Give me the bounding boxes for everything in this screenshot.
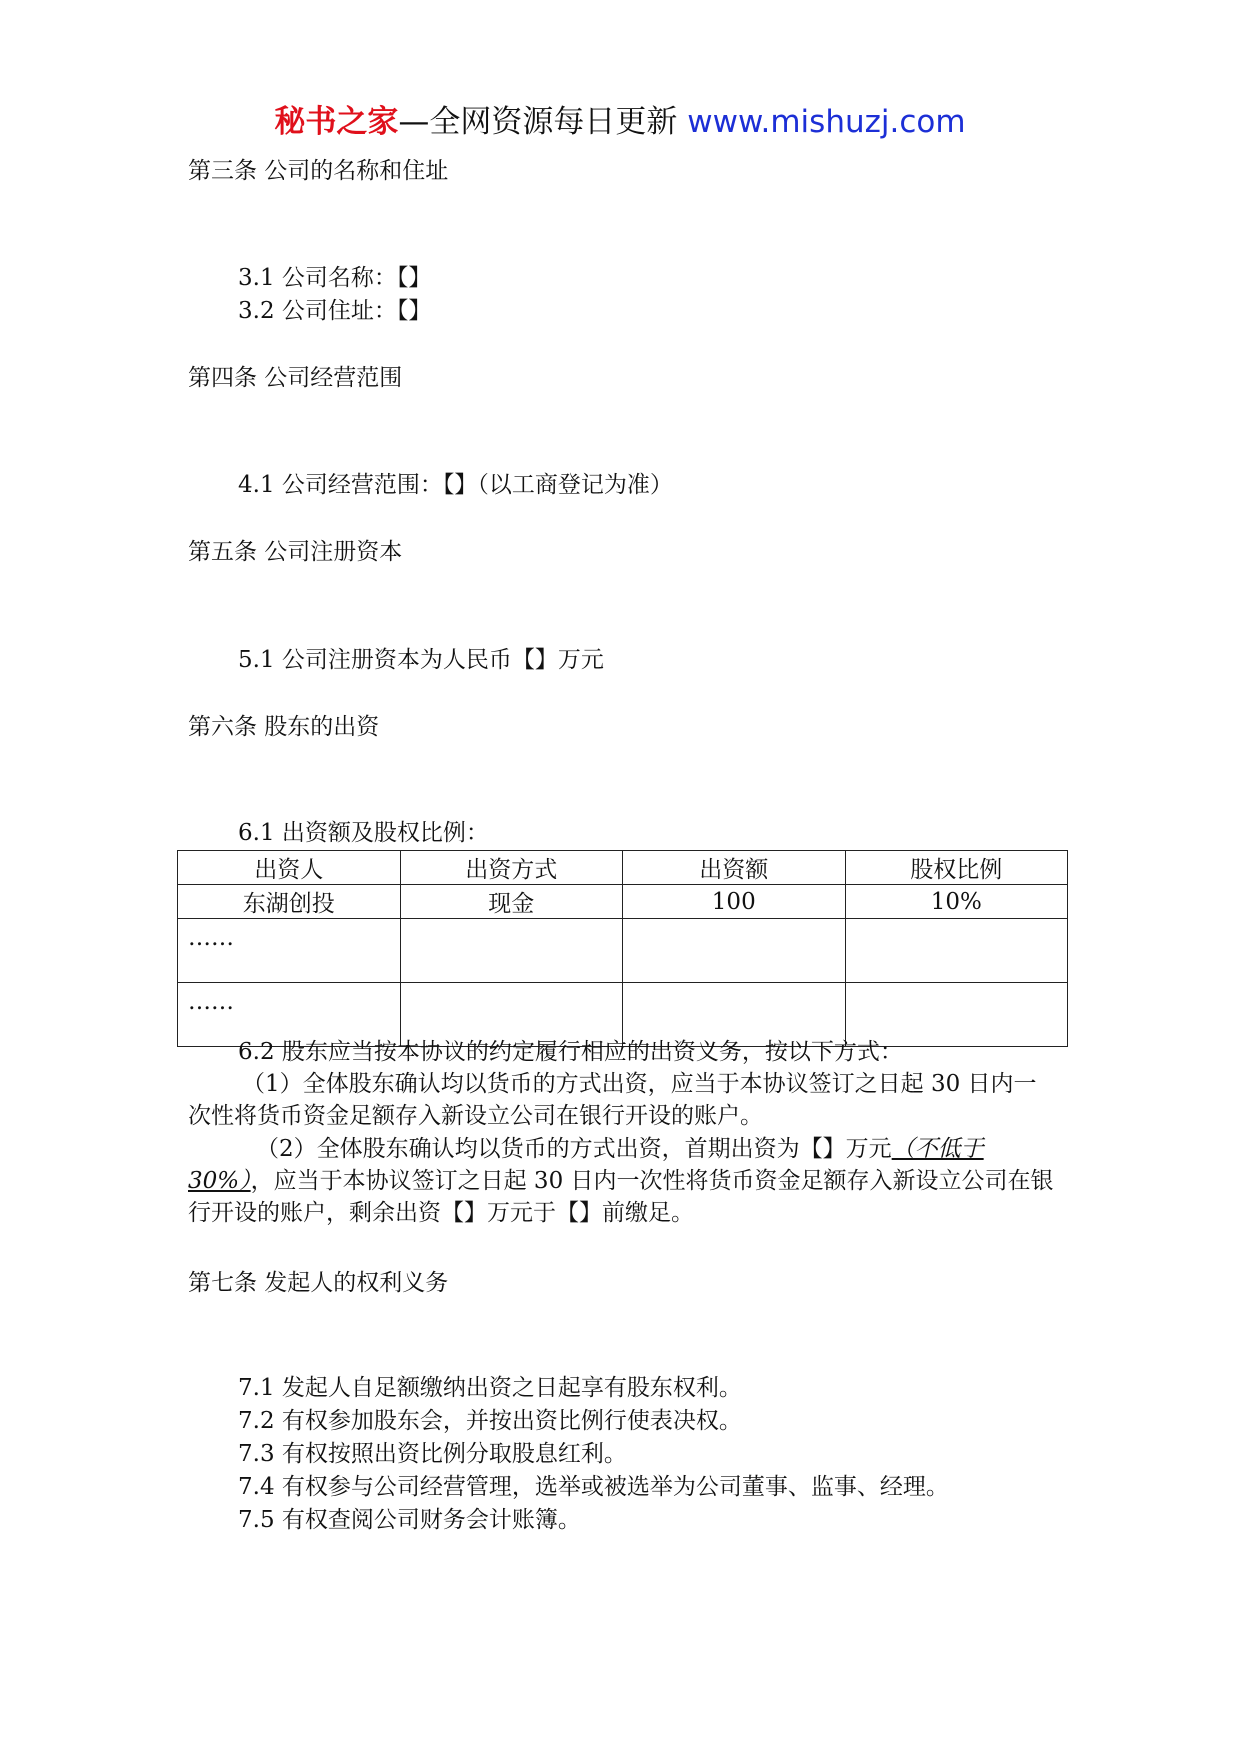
banner-slogan: —全网资源每日更新 (398, 104, 678, 140)
table-row (178, 919, 1068, 983)
article-5-title: 第五条 公司注册资本 (188, 539, 403, 565)
option-1-text: （1）全体股东确认均以货币的方式出资，应当于本协议签订之日起 30 日内一次性将货币资金足额存入新设立公司在银行开设的账户。 (188, 1071, 1037, 1129)
table-cell (845, 919, 1068, 983)
banner-url: www.mishuzj.com (687, 104, 966, 140)
table-header-cell: 股权比例 (845, 851, 1068, 885)
article-7-item-1: 7.1 发起人自足额缴纳出资之日起享有股东权利。 (238, 1375, 742, 1401)
article-6-option-2 (188, 1133, 1058, 1229)
table-header-row (178, 851, 1068, 885)
table-cell: 100 (623, 885, 846, 919)
option-2-minimum-note: （不低于30%） (188, 1136, 984, 1194)
table-cell: …… (178, 919, 401, 983)
table-cell (400, 919, 623, 983)
table-header-cell: 出资方式 (400, 851, 623, 885)
article-5-item-1: 5.1 公司注册资本为人民币【】万元 (238, 647, 604, 673)
article-3-item-1: 3.1 公司名称：【】 (238, 265, 432, 291)
table-row (178, 885, 1068, 919)
article-4-title: 第四条 公司经营范围 (188, 365, 403, 391)
article-7-item-2: 7.2 有权参加股东会，并按出资比例行使表决权。 (238, 1408, 742, 1434)
article-6-title: 第六条 股东的出资 (188, 714, 380, 740)
option-2-text-b: ，应当于本协议签订之日起 30 日内一次性将货币资金足额存入新设立公司在银行开设的账户，剩余出资【】万元于【】前缴足。 (188, 1168, 1054, 1226)
table-cell (623, 919, 846, 983)
article-6-option-1 (188, 1068, 1058, 1132)
table-header-cell: 出资额 (623, 851, 846, 885)
table-cell: 10% (845, 885, 1068, 919)
article-7-item-3: 7.3 有权按照出资比例分取股息红利。 (238, 1441, 627, 1467)
capital-contribution-table (177, 850, 1068, 1047)
article-7-item-4: 7.4 有权参与公司经营管理，选举或被选举为公司董事、监事、经理。 (238, 1474, 949, 1500)
site-banner (0, 100, 1240, 144)
table-header-cell: 出资人 (178, 851, 401, 885)
article-3-item-2: 3.2 公司住址：【】 (238, 298, 432, 324)
table-cell: 东湖创投 (178, 885, 401, 919)
table-cell: 现金 (400, 885, 623, 919)
article-3-title: 第三条 公司的名称和住址 (188, 158, 449, 184)
article-7-item-5: 7.5 有权查阅公司财务会计账簿。 (238, 1507, 581, 1533)
table-cell: …… (178, 983, 401, 1047)
article-4-item-1: 4.1 公司经营范围：【】（以工商登记为准） (238, 472, 673, 498)
article-6-item-2: 6.2 股东应当按本协议的约定履行相应的出资义务，按以下方式： (238, 1039, 903, 1065)
article-6-item-1: 6.1 出资额及股权比例： (238, 820, 489, 846)
article-7-title: 第七条 发起人的权利义务 (188, 1270, 449, 1296)
option-2-text-a: （2）全体股东确认均以货币的方式出资，首期出资为【】万元 (256, 1136, 892, 1162)
banner-brand: 秘书之家 (274, 104, 399, 140)
